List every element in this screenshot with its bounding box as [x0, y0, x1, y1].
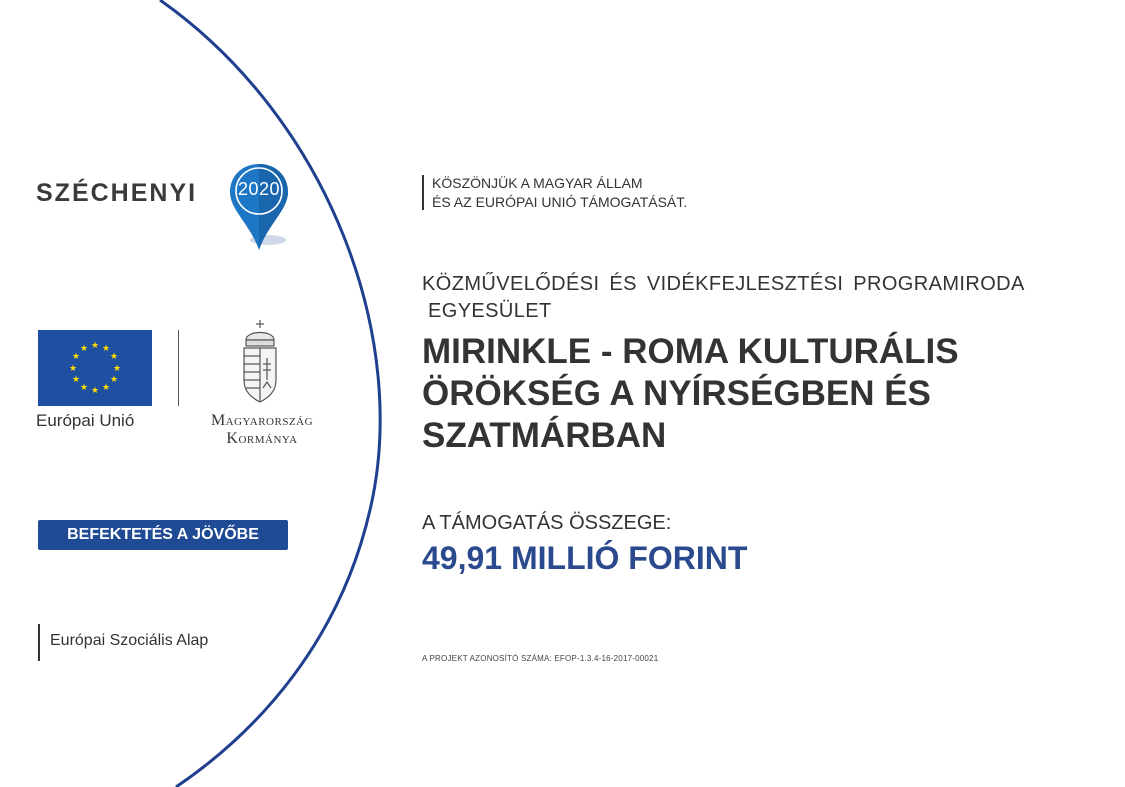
thanks-line-1: KÖSZÖNJÜK A MAGYAR ÁLLAM	[432, 175, 643, 191]
thanks-line-2: ÉS AZ EURÓPAI UNIÓ TÁMOGATÁSÁT.	[432, 194, 688, 210]
organization-name-line-1: KÖZMŰVELŐDÉSI ÉS VIDÉKFEJLESZTÉSI PROGRAMIRODA	[422, 273, 1025, 295]
svg-text:★: ★	[71, 375, 81, 385]
szechenyi-pin-icon	[228, 162, 290, 252]
hungarian-coat-of-arms-icon	[236, 318, 284, 404]
project-title	[422, 331, 959, 457]
szechenyi-wordmark: SZÉCHENYI	[36, 179, 198, 207]
kormany-label-line1: Magyarország	[210, 412, 314, 429]
svg-text:★: ★	[109, 352, 119, 362]
svg-text:★: ★	[79, 383, 89, 393]
svg-text:★: ★	[79, 344, 89, 354]
svg-text:★: ★	[112, 364, 122, 374]
svg-text:★: ★	[68, 364, 78, 374]
svg-text:★: ★	[101, 383, 111, 393]
project-title-line-1: MIRINKLE - ROMA KULTURÁLIS	[422, 332, 959, 371]
investment-banner: BEFEKTETÉS A JÖVŐBE	[38, 520, 288, 550]
svg-text:★: ★	[90, 341, 100, 351]
project-id: A PROJEKT AZONOSÍTÓ SZÁMA: EFOP-1.3.4-16-2017-00021	[422, 654, 659, 663]
logo-divider	[178, 330, 179, 406]
eu-flag-icon	[38, 330, 152, 406]
svg-text:★: ★	[90, 386, 100, 396]
svg-text:★: ★	[109, 375, 119, 385]
esza-divider	[38, 624, 40, 661]
thanks-divider	[422, 175, 424, 210]
kormany-label-line2: Kormánya	[226, 430, 298, 447]
szechenyi-year: 2020	[237, 179, 281, 199]
support-amount-label: A TÁMOGATÁS ÖSSZEGE:	[422, 512, 672, 534]
project-title-line-2: ÖRÖKSÉG A NYÍRSÉGBEN ÉS	[422, 374, 931, 413]
svg-text:★: ★	[71, 352, 81, 362]
project-title-line-3: SZATMÁRBAN	[422, 416, 667, 455]
esza-label: Európai Szociális Alap	[50, 632, 209, 649]
support-amount-value: 49,91 MILLIÓ FORINT	[422, 540, 748, 576]
organization-name-line-2: EGYESÜLET	[428, 300, 552, 322]
svg-text:★: ★	[101, 344, 111, 354]
eu-label: Európai Unió	[36, 411, 135, 430]
